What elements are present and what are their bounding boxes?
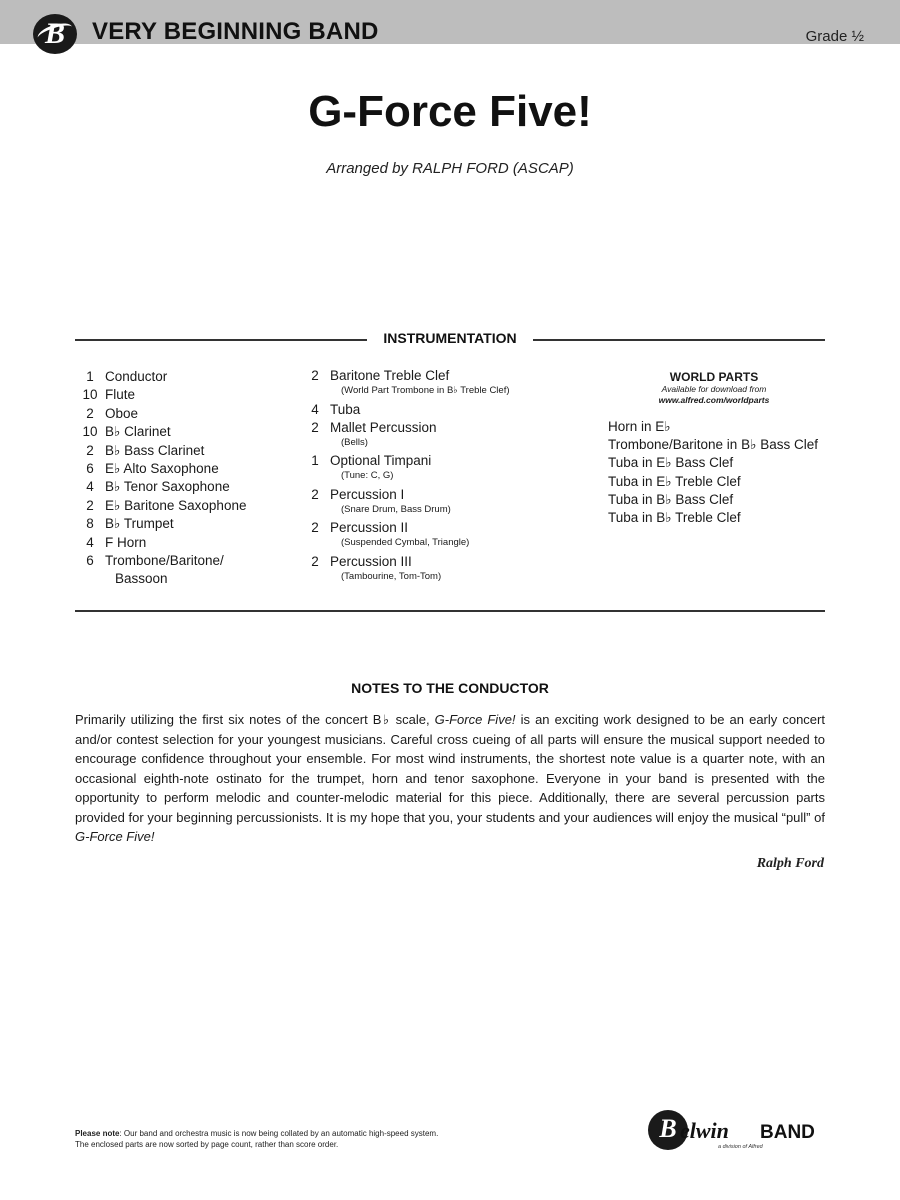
- world-parts-title: WORLD PARTS: [669, 370, 759, 384]
- instrument-row: [75, 405, 295, 423]
- instrument-name: Mallet Percussion: [330, 419, 437, 435]
- instrument-name-continuation: Bassoon: [115, 571, 168, 587]
- instrument-qty: 2: [311, 368, 319, 383]
- instrument-qty: 2: [311, 520, 319, 535]
- instrument-qty: 4: [86, 534, 94, 550]
- instrument-row: [75, 478, 295, 496]
- instrument-qty: 2: [86, 442, 94, 458]
- world-part-item: Tuba in B♭ Treble Clef: [608, 509, 741, 525]
- instrument-name: Percussion II: [330, 520, 409, 535]
- instrument-row: [300, 402, 550, 418]
- instrument-name: Optional Timpani: [330, 453, 432, 468]
- publisher-tagline: a division of Alfred: [718, 1144, 763, 1150]
- world-part-item: Tuba in E♭ Treble Clef: [608, 473, 741, 489]
- instrument-row: [300, 453, 550, 469]
- instrument-qty: 4: [311, 401, 319, 417]
- instrument-note: (World Part Trombone in B♭ Treble Clef): [341, 385, 510, 396]
- instrumentation-heading: [75, 330, 825, 348]
- notes-body: [75, 710, 825, 847]
- footer-note: [75, 1128, 555, 1150]
- instrument-row: [300, 487, 550, 503]
- instrument-row: [300, 368, 550, 384]
- world-parts-url[interactable]: www.alfred.com/worldparts: [658, 395, 770, 405]
- instrument-row: [75, 423, 295, 441]
- instrument-qty: 1: [86, 369, 94, 384]
- instrument-qty: 10: [82, 424, 98, 440]
- instrument-qty: 2: [86, 405, 94, 421]
- notes-title-ref-1: G-Force Five!: [434, 712, 516, 727]
- instrument-note: (Suspended Cymbal, Triangle): [341, 537, 470, 548]
- world-parts: [608, 370, 828, 527]
- instrument-qty: 6: [86, 552, 94, 568]
- instrument-qty: 2: [311, 553, 319, 569]
- publisher-band: BAND: [760, 1122, 815, 1143]
- instrument-name: E♭ Baritone Saxophone: [105, 497, 247, 513]
- instrument-name: Tuba: [330, 401, 361, 417]
- instrument-name: Flute: [105, 387, 136, 403]
- instrument-row: [300, 420, 550, 436]
- instrument-list-column-1: [75, 368, 295, 589]
- instrument-row: [75, 442, 295, 460]
- instrument-row: [300, 554, 550, 570]
- instrument-row: [75, 386, 295, 404]
- world-part-item: Tuba in E♭ Bass Clef: [608, 455, 734, 471]
- instrument-note: (Tambourine, Tom-Tom): [341, 570, 442, 582]
- instrument-name: Percussion III: [330, 553, 412, 569]
- instrument-name: B♭ Trumpet: [105, 516, 174, 532]
- footer-note-line-1: [75, 1128, 555, 1139]
- instrument-qty: 2: [311, 419, 319, 435]
- series-title: VERY BEGINNING BAND: [92, 18, 379, 45]
- instrument-name: E♭ Alto Saxophone: [105, 460, 219, 476]
- instrument-name: Percussion I: [330, 486, 405, 502]
- footer-note-label: Please note: [75, 1129, 120, 1138]
- instrumentation-label: INSTRUMENTATION: [383, 330, 517, 346]
- instrument-note: (Snare Drum, Bass Drum): [341, 503, 451, 515]
- instrument-name: Baritone Treble Clef: [330, 368, 450, 383]
- instrument-name: B♭ Clarinet: [105, 424, 171, 440]
- instrument-name: B♭ Tenor Saxophone: [105, 479, 230, 495]
- world-part-item: Trombone/Baritone in B♭ Bass Clef: [608, 437, 818, 453]
- instrument-row: [300, 520, 550, 536]
- heading-rule-right: [533, 339, 825, 341]
- instrument-row: [75, 534, 295, 552]
- notes-heading: NOTES TO THE CONDUCTOR: [351, 680, 549, 696]
- instrument-name: F Horn: [105, 534, 147, 550]
- series-logo-icon: [33, 14, 77, 54]
- instrument-qty: 4: [86, 479, 94, 495]
- instrument-note: (Bells): [341, 436, 368, 448]
- instrument-name: Conductor: [105, 369, 168, 384]
- instrument-row: [75, 552, 295, 570]
- signature: Ralph Ford: [756, 856, 824, 871]
- instrument-row: [75, 460, 295, 478]
- notes-title-ref-2: G-Force Five!: [75, 829, 155, 844]
- publisher-script: elwin: [680, 1118, 729, 1143]
- instrument-row: [75, 368, 295, 386]
- instrumentation-bottom-rule: [75, 610, 825, 612]
- instrument-qty: 6: [86, 460, 94, 476]
- instrument-qty: 10: [82, 387, 98, 403]
- instrument-name: B♭ Bass Clarinet: [105, 442, 205, 458]
- instrument-list-column-2: [300, 368, 550, 587]
- notes-text-1: Primarily utilizing the first six notes of the concert B♭ scale,: [75, 712, 435, 727]
- world-part-item: Tuba in B♭ Bass Clef: [608, 491, 734, 507]
- instrument-qty: 2: [311, 486, 319, 502]
- instrument-qty: 8: [86, 516, 94, 532]
- notes-text-2: is an exciting work designed to be an early concert and/or contest selection for your youngest musicians. Careful cross cueing of all parts will ensure the musical support needed to encourage confidence throughout your ensemble. For most wind instruments, the shortest note value is a quarter note, with an occasional eighth-note ostinato for the trumpet, horn and tenor saxophone. Everyone in your band is presented with the opportunity to perform melodic and counter-melodic material for this piece. Additionally, there are several percussion parts provided for your beginning percussionists. It is my hope that you, your students and your audiences will enjoy the musical “pull” of: [75, 712, 825, 825]
- instrument-note: (Tune: C, G): [341, 470, 394, 481]
- grade-label: Grade ½: [805, 28, 864, 45]
- instrument-row: [75, 515, 295, 533]
- arranger-credit: Arranged by RALPH FORD (ASCAP): [326, 160, 574, 177]
- world-part-item: Horn in E♭: [608, 419, 671, 434]
- world-parts-list: [608, 418, 828, 527]
- publisher-logo: [648, 1110, 828, 1160]
- piece-title: G-Force Five!: [308, 87, 592, 136]
- instrument-row: [75, 497, 295, 515]
- publisher-logo-letter: B: [659, 1114, 677, 1143]
- instrument-qty: 2: [86, 497, 94, 513]
- series-logo-letter: B: [44, 17, 65, 50]
- instrument-name: Oboe: [105, 405, 139, 421]
- footer-note-text-1: : Our band and orchestra music is now being collated by an automatic high-speed system.: [119, 1129, 439, 1138]
- footer-note-line-2: The enclosed parts are now sorted by page count, rather than score order.: [75, 1140, 339, 1149]
- heading-rule-left: [75, 339, 367, 341]
- world-parts-subtitle: Available for download from: [661, 384, 767, 394]
- instrument-qty: 1: [311, 453, 319, 468]
- instrument-name: Trombone/Baritone/: [105, 552, 224, 568]
